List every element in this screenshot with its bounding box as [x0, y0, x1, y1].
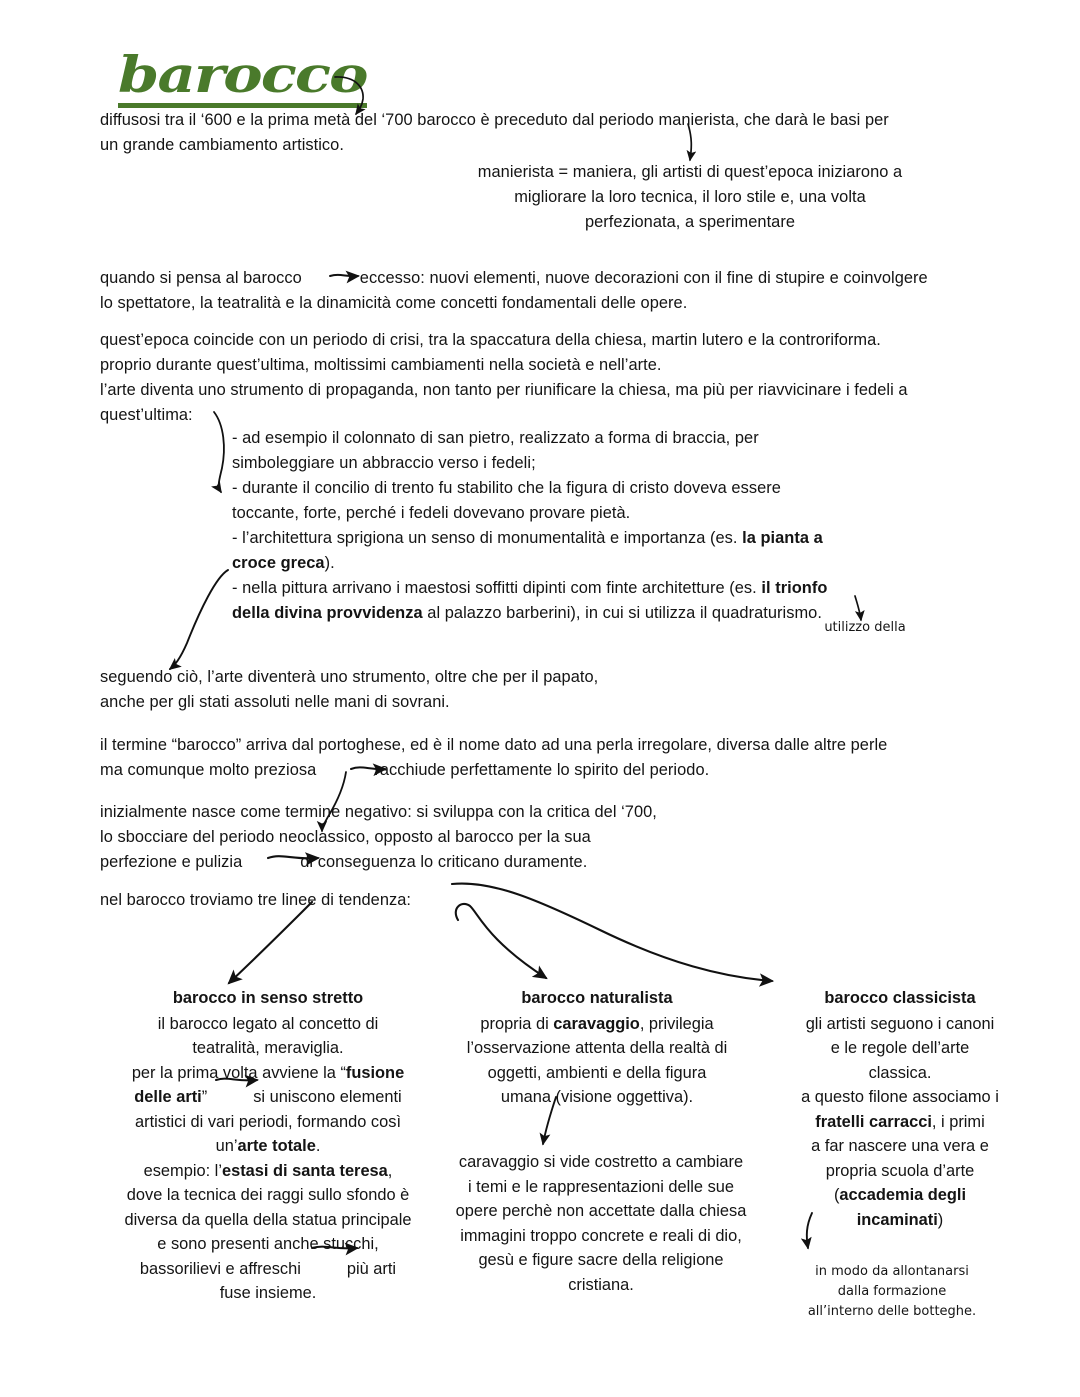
termine-line-2-post: racchiude perfettamente lo spirito del periodo.	[374, 761, 710, 779]
column-1-bold: arte totale	[237, 1137, 316, 1155]
bullet-list	[232, 426, 992, 626]
column-1-line: teatralità, meraviglia.	[192, 1039, 344, 1057]
bullet-3-bold-1: la pianta a	[742, 529, 823, 547]
bullet-3-bold-2: croce greca	[232, 554, 325, 572]
column-barocco-classicista	[762, 986, 1038, 1232]
column-1-heading: barocco in senso stretto	[172, 989, 364, 1007]
bullet-item	[232, 476, 992, 526]
bullet-item	[232, 526, 992, 576]
negativo-line-2: lo sbocciare del periodo neoclassico, opposto al barocco per la sua	[100, 828, 591, 846]
crisi-line-3: l’arte diventa uno strumento di propaganda, non tanto per riunificare la chiesa, ma più per riavvicinare i fedeli a	[100, 381, 908, 399]
column-1-line: il barocco legato al concetto di	[157, 1014, 379, 1033]
column-2-text: propria di	[480, 1014, 554, 1033]
column-3-text: , i primi	[931, 1112, 985, 1131]
column-1-bold: estasi di santa teresa	[221, 1161, 388, 1180]
manierista-note	[440, 160, 940, 235]
column-3-footnote-line: all’interno delle botteghe.	[807, 1304, 977, 1319]
column-3-line	[762, 1208, 1038, 1233]
bullet-4-line-1	[232, 576, 992, 601]
utilizzo-note-text: utilizzo della	[824, 620, 906, 635]
column-1-line: artistici di vari periodi, formando così	[135, 1112, 401, 1131]
column-2-sub-line: caravaggio si vide costretto a cambiare	[458, 1153, 744, 1171]
column-2-sub-line: i temi e le rappresentazioni delle sue	[467, 1177, 735, 1196]
column-3-text: (	[833, 1186, 840, 1204]
column-barocco-naturalista	[436, 986, 758, 1110]
column-2-sub-line: opere perchè non accettate dalla chiesa	[455, 1202, 747, 1220]
column-2-bold: caravaggio	[553, 1014, 640, 1033]
column-3-footnote	[752, 1262, 1032, 1322]
crisi-paragraph	[100, 328, 1010, 428]
crisi-line-4: quest’ultima:	[100, 406, 193, 424]
seguendo-paragraph	[100, 665, 1000, 715]
column-3-bold: incaminati	[856, 1210, 938, 1229]
tendenze-lead	[100, 888, 620, 913]
column-2-subnote	[436, 1150, 766, 1297]
manierista-line-3: perfezionata, a sperimentare	[584, 213, 796, 231]
column-3-line: gli artisti seguono i canoni	[805, 1014, 995, 1033]
page-title	[118, 45, 367, 108]
negativo-line-3-pre: perfezione e pulizia	[100, 853, 243, 871]
intro-line-1: diffusosi tra il ‘600 e la prima metà del ‘700 barocco è preceduto dal periodo manierista, che darà le basi per	[100, 111, 889, 129]
column-1-line	[96, 1085, 440, 1110]
column-3-line	[762, 1110, 1038, 1135]
column-1-text: ”	[201, 1088, 208, 1106]
column-1-line: dove la tecnica dei raggi sullo sfondo è	[126, 1186, 410, 1204]
column-2-heading: barocco naturalista	[521, 989, 673, 1007]
intro-line-2: un grande cambiamento artistico.	[100, 136, 344, 154]
column-3-line: a far nascere una vera e	[811, 1137, 989, 1155]
eccesso-line-2: lo spettatore, la teatralità e la dinamicità come concetti fondamentali delle opere.	[100, 294, 688, 312]
bullet-2-line-2: toccante, forte, perché i fedeli dovevano provare pietà.	[232, 504, 631, 522]
column-3-line: a questo filone associamo i	[801, 1088, 999, 1106]
bullet-4-pre: - nella pittura arrivano i maestosi soffitti dipinti com finte architetture (es.	[232, 579, 762, 597]
column-3-bold: accademia degli	[839, 1186, 967, 1204]
column-1-line: e sono presenti anche stucchi,	[157, 1235, 379, 1253]
column-1-line	[96, 1134, 440, 1159]
seguendo-line-1: seguendo ciò, l’arte diventerà uno strumento, oltre che per il papato,	[100, 668, 599, 686]
page-title-text: barocco	[118, 48, 367, 108]
bullet-1-line-2: simboleggiare un abbraccio verso i fedeli;	[232, 454, 536, 472]
column-2-line: l’osservazione attenta della realtà di	[466, 1039, 728, 1057]
column-1-line	[96, 1159, 440, 1184]
eccesso-lead: quando si pensa al barocco	[100, 269, 302, 287]
column-barocco-in-senso-stretto	[96, 986, 440, 1306]
column-2-sub-line: immagini troppo concrete e reali di dio,	[460, 1226, 742, 1245]
column-1-line: fuse insieme.	[219, 1284, 317, 1302]
bullet-4-bold-2: della divina provvidenza	[232, 604, 423, 622]
column-1-bold: delle arti	[134, 1088, 202, 1106]
bullet-1-line-1: - ad esempio il colonnato di san pietro, realizzato a forma di braccia, per	[232, 429, 759, 447]
negativo-paragraph	[100, 800, 1000, 875]
column-3-heading: barocco classicista	[824, 989, 976, 1007]
column-1-line	[96, 1061, 440, 1086]
eccesso-line-1-wrap	[100, 266, 1000, 291]
bullet-4-post: al palazzo barberini), in cui si utilizza il quadraturismo.	[422, 604, 822, 622]
arrow-tendenze-to-stretto	[229, 902, 312, 983]
column-1-text: ,	[387, 1161, 393, 1180]
column-3-line	[762, 1183, 1038, 1208]
bullet-3-line-1	[232, 526, 992, 551]
column-1-text: bassorilievi e affreschi	[139, 1259, 301, 1278]
column-1-text: esempio: l’	[143, 1161, 222, 1180]
negativo-line-1: inizialmente nasce come termine negativo: si sviluppa con la critica del ‘700,	[100, 803, 657, 821]
column-1-text: per la prima volta avviene la “	[131, 1063, 346, 1082]
manierista-line-1: manierista = maniera, gli artisti di quest’epoca iniziarono a	[477, 163, 903, 181]
bullet-3-post: ).	[324, 554, 335, 572]
arrow-bullet-to-seguendo	[170, 570, 228, 669]
bullet-3-line-2	[232, 551, 992, 576]
column-2-sub-line: cristiana.	[568, 1275, 634, 1294]
column-2-line: oggetti, ambienti e della figura	[487, 1063, 707, 1082]
utilizzo-note	[770, 618, 960, 638]
column-3-text: )	[937, 1210, 944, 1229]
termine-line-2	[100, 758, 1010, 783]
bullet-2-line-1: - durante il concilio di trento fu stabilito che la figura di cristo doveva essere	[232, 479, 781, 497]
column-1-line	[96, 1257, 440, 1282]
termine-line-2-pre: ma comunque molto preziosa	[100, 761, 317, 779]
column-2-line	[436, 1012, 758, 1037]
manierista-line-2: migliorare la loro tecnica, il loro stile e, una volta	[514, 188, 866, 206]
tendenze-lead-text: nel barocco troviamo tre linee di tendenza:	[100, 891, 412, 909]
bullet-item	[232, 426, 992, 476]
seguendo-line-2: anche per gli stati assoluti nelle mani di sovrani.	[100, 693, 450, 711]
bullet-4-bold-1: il trionfo	[761, 579, 828, 597]
column-1-text: si uniscono elementi	[253, 1088, 402, 1106]
column-3-line: propria scuola d’arte	[825, 1161, 975, 1180]
eccesso-paragraph	[100, 266, 1000, 316]
column-2-line: umana (visione oggettiva).	[500, 1088, 694, 1106]
column-2-text: , privilegia	[639, 1014, 714, 1033]
column-2-sub-line: gesù e figure sacre della religione	[478, 1251, 724, 1269]
arrow-tendenze-to-naturalista	[456, 904, 546, 978]
column-1-line: diversa da quella della statua principale	[124, 1210, 412, 1229]
negativo-line-3	[100, 850, 1000, 875]
column-3-footnote-line: in modo da allontanarsi	[815, 1264, 969, 1279]
negativo-line-3-post: di conseguenza lo criticano duramente.	[300, 853, 588, 871]
column-1-text: più arti	[346, 1259, 397, 1278]
eccesso-line-1: eccesso: nuovi elementi, nuove decorazioni con il fine di stupire e coinvolgere	[359, 269, 928, 287]
column-3-line: e le regole dell’arte	[830, 1039, 970, 1057]
column-1-text: un’	[215, 1137, 238, 1155]
bullet-3-pre: - l’architettura sprigiona un senso di monumentalità e importanza (es.	[232, 529, 743, 547]
column-3-footnote-line: dalla formazione	[837, 1284, 947, 1299]
termine-line-1: il termine “barocco” arriva dal portoghese, ed è il nome dato ad una perla irregolare, diversa dalle altre perle	[100, 736, 888, 754]
column-3-line: classica.	[868, 1063, 932, 1082]
column-1-bold: fusione	[345, 1063, 405, 1082]
column-3-bold: fratelli carracci	[815, 1112, 932, 1131]
intro-paragraph	[100, 108, 1000, 158]
crisi-line-1: quest’epoca coincide con un periodo di crisi, tra la spaccatura della chiesa, martin lutero e la controriforma.	[100, 331, 881, 349]
termine-paragraph	[100, 733, 1010, 783]
column-1-text: .	[315, 1137, 321, 1155]
crisi-line-2: proprio durante quest’ultima, moltissimi cambiamenti nella società e nell’arte.	[100, 356, 662, 374]
